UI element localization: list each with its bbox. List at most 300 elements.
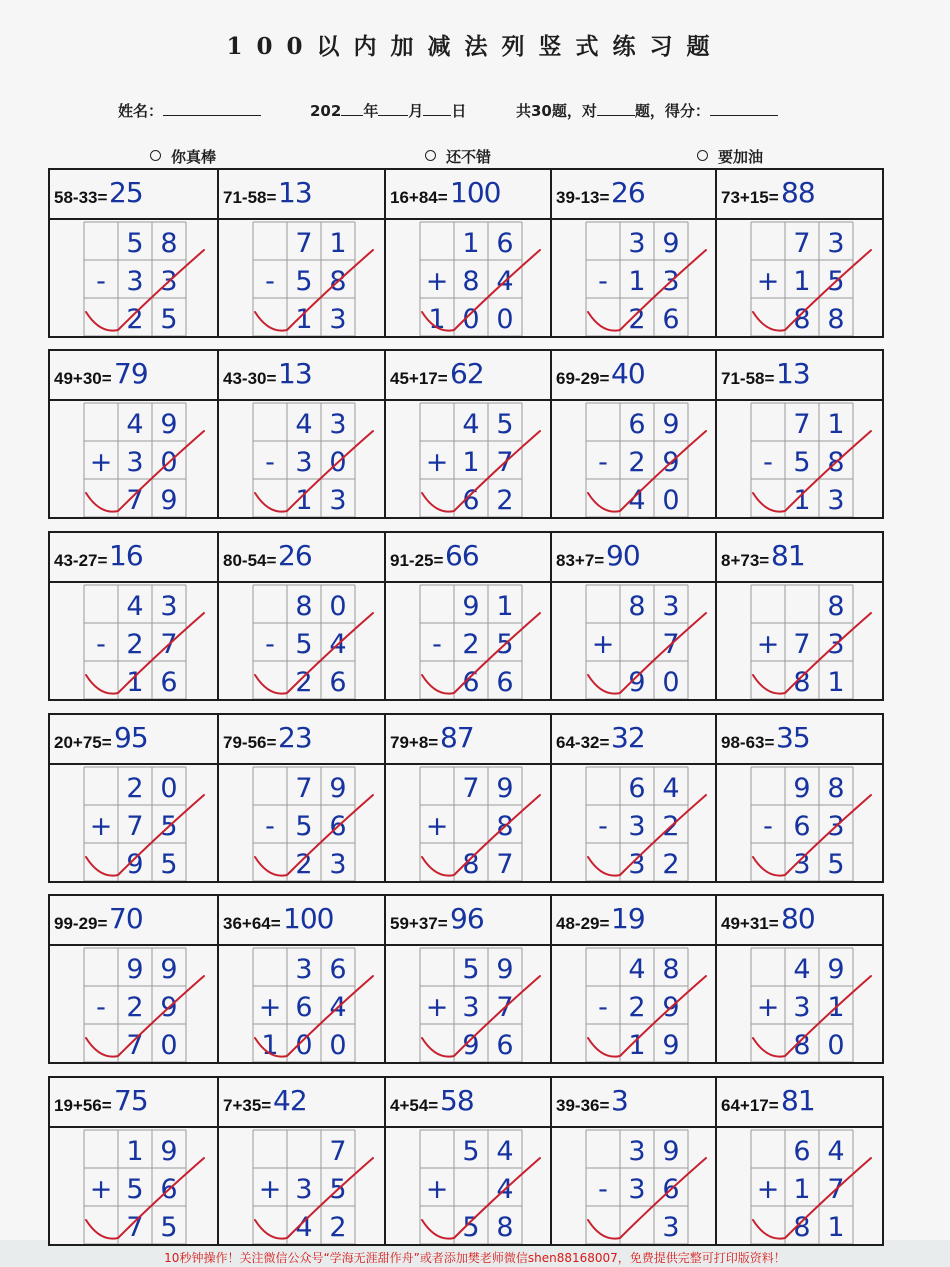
- page-title: 100以内加减法列竖式练习题: [226, 33, 724, 60]
- question-text: 83+7=: [556, 551, 605, 570]
- top-digit: 9: [160, 409, 178, 440]
- result-digit: 7: [126, 1030, 144, 1061]
- top-digit: 5: [462, 1136, 480, 1167]
- problem-cell: [217, 168, 386, 338]
- result-digit: 8: [827, 304, 845, 335]
- top-digit: 7: [793, 409, 811, 440]
- result-digit: 2: [295, 849, 313, 880]
- vertical-calc-grid: [386, 351, 550, 517]
- result-digit: 8: [496, 1212, 514, 1243]
- problem-cell: [384, 349, 552, 519]
- second-digit: 2: [126, 992, 144, 1023]
- vertical-calc-grid: [50, 1078, 217, 1244]
- top-digit: 9: [496, 954, 514, 985]
- handwritten-answer: 42: [273, 1084, 307, 1117]
- vertical-calc-grid: [552, 351, 715, 517]
- handwritten-answer: 75: [114, 1084, 148, 1117]
- operator-sign: -: [598, 266, 608, 297]
- handwritten-answer: 25: [109, 176, 143, 209]
- result-digit: 0: [662, 667, 680, 698]
- result-digit: 6: [462, 667, 480, 698]
- second-digit: 1: [827, 992, 845, 1023]
- top-digit: 3: [662, 591, 680, 622]
- top-digit: 4: [295, 409, 313, 440]
- second-digit: 3: [628, 811, 646, 842]
- second-digit: 4: [329, 629, 347, 660]
- top-digit: 2: [126, 773, 144, 804]
- result-digit: 5: [827, 849, 845, 880]
- question-text: 8+73=: [721, 551, 770, 570]
- operator-sign: +: [89, 447, 113, 478]
- handwritten-answer: 100: [283, 902, 334, 935]
- result-digit: 0: [827, 1030, 845, 1061]
- operator-sign: -: [265, 811, 275, 842]
- question-text: 45+17=: [390, 369, 448, 388]
- name-label: 姓名：: [118, 102, 164, 120]
- result-digit: 8: [793, 304, 811, 335]
- problem-cell: [550, 168, 717, 338]
- second-digit: 9: [160, 992, 178, 1023]
- result-digit: 2: [496, 485, 514, 516]
- result-digit: 5: [160, 304, 178, 335]
- score-label: 题，得分：: [634, 102, 710, 120]
- question-text: 79-56=: [223, 733, 277, 752]
- result-digit: 0: [496, 304, 514, 335]
- handwritten-answer: 26: [278, 539, 312, 572]
- result-digit: 9: [126, 849, 144, 880]
- operator-sign: -: [96, 266, 106, 297]
- result-digit: 2: [329, 1212, 347, 1243]
- second-digit: 4: [496, 1174, 514, 1205]
- second-digit: 6: [295, 992, 313, 1023]
- handwritten-answer: 96: [450, 902, 484, 935]
- result-digit: 0: [295, 1030, 313, 1061]
- operator-sign: -: [763, 447, 773, 478]
- question-text: 7+35=: [223, 1096, 272, 1115]
- second-digit: 1: [628, 266, 646, 297]
- second-digit: 3: [126, 266, 144, 297]
- problem-cell: [217, 349, 386, 519]
- top-digit: 4: [126, 409, 144, 440]
- second-digit: 5: [329, 1174, 347, 1205]
- operator-sign: +: [425, 992, 449, 1023]
- problem-cell: [48, 1076, 219, 1246]
- top-digit: 9: [160, 1136, 178, 1167]
- operator-sign: +: [756, 629, 780, 660]
- top-digit: 9: [126, 954, 144, 985]
- result-digit: 8: [793, 667, 811, 698]
- second-digit: 7: [496, 992, 514, 1023]
- problem-cell: [48, 894, 219, 1064]
- operator-sign: +: [89, 811, 113, 842]
- question-text: 4+54=: [390, 1096, 439, 1115]
- vertical-calc-grid: [552, 170, 715, 336]
- vertical-calc-grid: [50, 896, 217, 1062]
- second-digit: 7: [793, 629, 811, 660]
- top-digit: 3: [827, 228, 845, 259]
- vertical-calc-grid: [552, 533, 715, 699]
- question-text: 71-58=: [721, 369, 775, 388]
- question-text: 36+64=: [223, 914, 281, 933]
- handwritten-answer: 88: [781, 176, 815, 209]
- top-digit: 9: [496, 773, 514, 804]
- result-digit: 3: [329, 849, 347, 880]
- question-text: 43-27=: [54, 551, 108, 570]
- operator-sign: -: [598, 1174, 608, 1205]
- problem-cell: [715, 713, 884, 883]
- top-digit: 8: [295, 591, 313, 622]
- operator-sign: +: [425, 447, 449, 478]
- operator-sign: -: [265, 447, 275, 478]
- question-text: 73+15=: [721, 188, 779, 207]
- second-digit: 6: [662, 1174, 680, 1205]
- result-digit: 7: [126, 1212, 144, 1243]
- top-digit: 9: [827, 954, 845, 985]
- handwritten-answer: 79: [114, 357, 148, 390]
- problem-cell: [550, 1076, 717, 1246]
- operator-sign: +: [258, 1174, 282, 1205]
- question-text: 58-33=: [54, 188, 108, 207]
- handwritten-answer: 13: [278, 357, 312, 390]
- top-digit: 9: [462, 591, 480, 622]
- second-digit: 2: [126, 629, 144, 660]
- result-digit: 6: [496, 1030, 514, 1061]
- result-digit: 6: [160, 667, 178, 698]
- problem-cell: [715, 349, 884, 519]
- rating-great-label: 你真棒: [171, 148, 217, 166]
- top-digit: 4: [496, 1136, 514, 1167]
- year-label: 年: [363, 102, 379, 120]
- top-digit: 9: [793, 773, 811, 804]
- day-label: 日: [451, 102, 467, 120]
- rating-keep-going-label: 要加油: [718, 148, 764, 166]
- result-digit: 1: [628, 1030, 646, 1061]
- problem-cell: [550, 349, 717, 519]
- top-digit: 3: [628, 228, 646, 259]
- problem-cell: [715, 531, 884, 701]
- top-digit: 9: [662, 1136, 680, 1167]
- vertical-calc-grid: [50, 351, 217, 517]
- result-digit: 0: [662, 485, 680, 516]
- question-text: 71-58=: [223, 188, 277, 207]
- second-digit: 2: [628, 992, 646, 1023]
- top-digit: 3: [628, 1136, 646, 1167]
- problem-cell: [217, 713, 386, 883]
- operator-sign: +: [425, 811, 449, 842]
- second-digit: 9: [662, 447, 680, 478]
- top-digit: 4: [662, 773, 680, 804]
- top-digit: 6: [329, 954, 347, 985]
- second-digit: 1: [793, 266, 811, 297]
- result-digit: 2: [126, 304, 144, 335]
- top-digit: 5: [462, 954, 480, 985]
- vertical-calc-grid: [386, 170, 550, 336]
- second-digit: 8: [827, 447, 845, 478]
- operator-sign: -: [598, 811, 608, 842]
- vertical-calc-grid: [717, 896, 882, 1062]
- result-digit: 0: [462, 304, 480, 335]
- top-digit: 7: [329, 1136, 347, 1167]
- second-digit: 7: [496, 447, 514, 478]
- problem-cell: [217, 1076, 386, 1246]
- problem-cell: [384, 531, 552, 701]
- second-digit: 5: [126, 1174, 144, 1205]
- handwritten-answer: 13: [278, 176, 312, 209]
- top-digit: 6: [496, 228, 514, 259]
- footer-notice: 10秒钟操作！关注微信公众号“学海无涯甜作舟”或者添加樊老师微信shen88168007，免费提供完整可打印版资料！: [164, 1251, 786, 1265]
- top-digit: 4: [126, 591, 144, 622]
- question-text: 49+30=: [54, 369, 112, 388]
- problem-cell: [384, 713, 552, 883]
- second-digit: 5: [827, 266, 845, 297]
- second-digit: 8: [462, 266, 480, 297]
- rating-good-label: 还不错: [446, 148, 492, 166]
- top-digit: 5: [126, 228, 144, 259]
- result-digit: 3: [662, 1212, 680, 1243]
- second-digit: 3: [126, 447, 144, 478]
- result-digit: 5: [462, 1212, 480, 1243]
- top-digit: 1: [462, 228, 480, 259]
- second-digit: 2: [628, 447, 646, 478]
- top-digit: 9: [160, 954, 178, 985]
- operator-sign: +: [756, 1174, 780, 1205]
- operator-sign: +: [258, 992, 282, 1023]
- result-digit: 9: [628, 667, 646, 698]
- second-digit: 3: [662, 266, 680, 297]
- question-text: 16+84=: [390, 188, 448, 207]
- second-digit: 7: [662, 629, 680, 660]
- result-digit: 8: [793, 1030, 811, 1061]
- operator-sign: -: [598, 447, 608, 478]
- operator-sign: +: [756, 266, 780, 297]
- top-digit: 7: [793, 228, 811, 259]
- top-digit: 7: [295, 228, 313, 259]
- handwritten-answer: 80: [781, 902, 815, 935]
- problem-cell: [715, 1076, 884, 1246]
- top-digit: 4: [628, 954, 646, 985]
- top-digit: 3: [295, 954, 313, 985]
- handwritten-answer: 58: [440, 1084, 474, 1117]
- vertical-calc-grid: [552, 896, 715, 1062]
- result-digit: 8: [793, 1212, 811, 1243]
- result-digit: 0: [160, 1030, 178, 1061]
- top-digit: 8: [827, 773, 845, 804]
- handwritten-answer: 13: [776, 357, 810, 390]
- operator-sign: +: [425, 266, 449, 297]
- vertical-calc-grid: [386, 1078, 550, 1244]
- handwritten-answer: 66: [445, 539, 479, 572]
- result-digit: 1: [827, 667, 845, 698]
- vertical-calc-grid: [552, 1078, 715, 1244]
- problem-cell: [48, 531, 219, 701]
- result-digit: 4: [628, 485, 646, 516]
- vertical-calc-grid: [50, 170, 217, 336]
- handwritten-answer: 35: [776, 721, 810, 754]
- second-digit: 4: [329, 992, 347, 1023]
- second-digit: 6: [329, 811, 347, 842]
- handwritten-answer: 62: [450, 357, 484, 390]
- result-digit: 3: [793, 849, 811, 880]
- handwritten-answer: 26: [611, 176, 645, 209]
- result-digit: 6: [462, 485, 480, 516]
- month-label: 月: [408, 102, 424, 120]
- vertical-calc-grid: [386, 533, 550, 699]
- problem-cell: [48, 168, 219, 338]
- top-digit: 4: [827, 1136, 845, 1167]
- result-digit: 5: [160, 1212, 178, 1243]
- operator-sign: -: [432, 629, 442, 660]
- year-prefix: 202: [310, 102, 342, 120]
- result-digit: 2: [662, 849, 680, 880]
- second-digit: 3: [827, 811, 845, 842]
- vertical-calc-grid: [717, 715, 882, 881]
- top-digit: 6: [628, 773, 646, 804]
- result-digit: 8: [462, 849, 480, 880]
- result-digit: 3: [628, 849, 646, 880]
- vertical-calc-grid: [50, 533, 217, 699]
- result-digit: 3: [329, 304, 347, 335]
- result-digit: 2: [628, 304, 646, 335]
- result-digit: 4: [295, 1212, 313, 1243]
- top-digit: 9: [662, 228, 680, 259]
- second-digit: 0: [329, 447, 347, 478]
- problem-cell: [384, 1076, 552, 1246]
- result-digit: 1: [295, 304, 313, 335]
- vertical-calc-grid: [219, 170, 384, 336]
- second-digit: 9: [662, 992, 680, 1023]
- vertical-calc-grid: [386, 896, 550, 1062]
- top-digit: 9: [329, 773, 347, 804]
- top-digit: 1: [827, 409, 845, 440]
- top-digit: 8: [827, 591, 845, 622]
- second-digit: 8: [496, 811, 514, 842]
- result-digit: 9: [662, 1030, 680, 1061]
- top-digit: 0: [329, 591, 347, 622]
- vertical-calc-grid: [219, 1078, 384, 1244]
- second-digit: 5: [160, 811, 178, 842]
- operator-sign: +: [425, 1174, 449, 1205]
- question-text: 39-36=: [556, 1096, 610, 1115]
- second-digit: 3: [295, 447, 313, 478]
- top-digit: 8: [160, 228, 178, 259]
- operator-sign: -: [96, 629, 106, 660]
- result-digit: 7: [496, 849, 514, 880]
- handwritten-answer: 32: [611, 721, 645, 754]
- question-text: 19+56=: [54, 1096, 112, 1115]
- handwritten-answer: 95: [114, 721, 148, 754]
- handwritten-answer: 3: [611, 1084, 628, 1117]
- operator-sign: -: [96, 992, 106, 1023]
- vertical-calc-grid: [386, 715, 550, 881]
- result-digit: 7: [126, 485, 144, 516]
- handwritten-answer: 81: [771, 539, 805, 572]
- second-digit: 5: [295, 811, 313, 842]
- top-digit: 4: [793, 954, 811, 985]
- problem-cell: [384, 168, 552, 338]
- problem-cell: [550, 713, 717, 883]
- handwritten-answer: 70: [109, 902, 143, 935]
- top-digit: 4: [462, 409, 480, 440]
- question-text: 91-25=: [390, 551, 444, 570]
- problem-cell: [48, 349, 219, 519]
- operator-sign: +: [89, 1174, 113, 1205]
- result-digit: 1: [295, 485, 313, 516]
- handwritten-answer: 87: [440, 721, 474, 754]
- top-digit: 1: [126, 1136, 144, 1167]
- top-digit: 1: [329, 228, 347, 259]
- second-digit: 0: [160, 447, 178, 478]
- second-digit: 7: [160, 629, 178, 660]
- second-digit: 6: [793, 811, 811, 842]
- result-digit: 6: [496, 667, 514, 698]
- vertical-calc-grid: [717, 170, 882, 336]
- handwritten-answer: 19: [611, 902, 645, 935]
- operator-sign: -: [763, 811, 773, 842]
- top-digit: 3: [329, 409, 347, 440]
- question-text: 39-13=: [556, 188, 610, 207]
- top-digit: 6: [793, 1136, 811, 1167]
- second-digit: 3: [793, 992, 811, 1023]
- problem-cell: [715, 168, 884, 338]
- second-digit: 3: [628, 1174, 646, 1205]
- problem-cell: [550, 531, 717, 701]
- vertical-calc-grid: [552, 715, 715, 881]
- question-text: 20+75=: [54, 733, 112, 752]
- question-text: 79+8=: [390, 733, 439, 752]
- result-digit: 9: [160, 485, 178, 516]
- top-digit: 7: [295, 773, 313, 804]
- question-text: 59+37=: [390, 914, 448, 933]
- question-text: 48-29=: [556, 914, 610, 933]
- second-digit: 3: [160, 266, 178, 297]
- handwritten-answer: 40: [611, 357, 645, 390]
- total-label: 共30题，对: [516, 102, 597, 120]
- result-digit: 3: [827, 485, 845, 516]
- second-digit: 8: [329, 266, 347, 297]
- vertical-calc-grid: [717, 351, 882, 517]
- question-text: 64+17=: [721, 1096, 779, 1115]
- top-digit: 6: [628, 409, 646, 440]
- result-digit: 1: [261, 1030, 279, 1061]
- second-digit: 5: [295, 629, 313, 660]
- second-digit: 7: [827, 1174, 845, 1205]
- handwritten-answer: 90: [606, 539, 640, 572]
- result-digit: 1: [428, 304, 446, 335]
- question-text: 43-30=: [223, 369, 277, 388]
- result-digit: 5: [160, 849, 178, 880]
- vertical-calc-grid: [219, 896, 384, 1062]
- second-digit: 2: [662, 811, 680, 842]
- second-digit: 1: [793, 1174, 811, 1205]
- top-digit: 3: [160, 591, 178, 622]
- handwritten-answer: 81: [781, 1084, 815, 1117]
- result-digit: 9: [462, 1030, 480, 1061]
- result-digit: 2: [295, 667, 313, 698]
- operator-sign: +: [591, 629, 615, 660]
- top-digit: 7: [462, 773, 480, 804]
- second-digit: 5: [295, 266, 313, 297]
- top-digit: 8: [628, 591, 646, 622]
- question-text: 49+31=: [721, 914, 779, 933]
- result-digit: 1: [827, 1212, 845, 1243]
- problem-cell: [48, 713, 219, 883]
- handwritten-answer: 23: [278, 721, 312, 754]
- vertical-calc-grid: [219, 351, 384, 517]
- result-digit: 1: [793, 485, 811, 516]
- vertical-calc-grid: [219, 533, 384, 699]
- top-digit: 1: [496, 591, 514, 622]
- question-text: 64-32=: [556, 733, 610, 752]
